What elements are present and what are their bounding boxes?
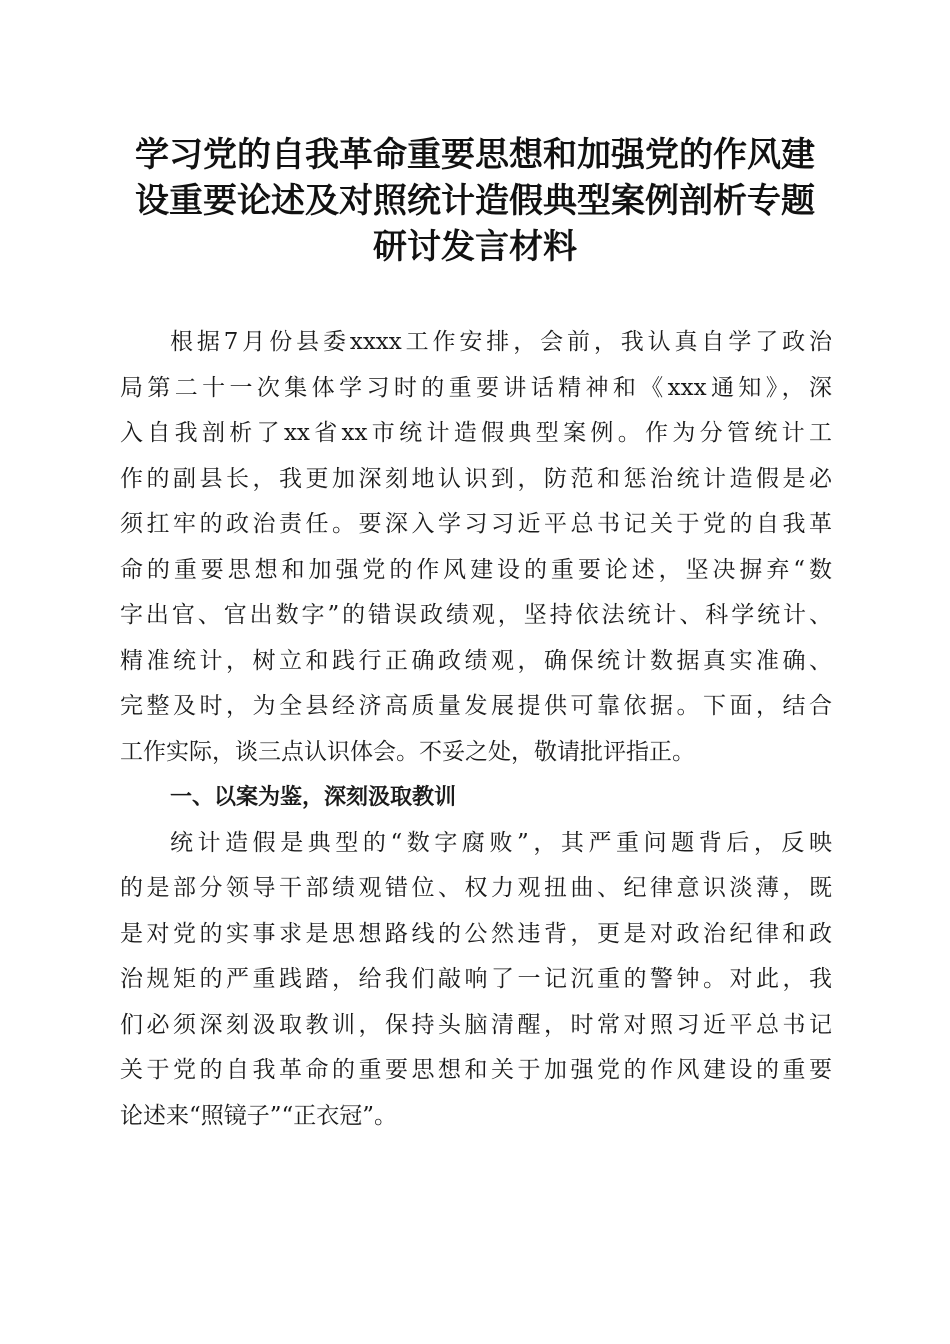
paragraph-line: 工作实际，谈三点认识体会。不妥之处，敬请批评指正。 <box>120 738 695 765</box>
document-title <box>108 132 842 270</box>
paragraph-line: 是对党的实事求是思想路线的公然违背，更是对政治纪律和政 <box>120 920 832 947</box>
paragraph-line: 们必须深刻汲取教训，保持头脑清醒，时常对照习近平总书记 <box>120 1011 832 1038</box>
paragraph-line: 字出官、官出数字”的错误政绩观，坚持依法统计、科学统计、 <box>120 602 832 628</box>
paragraph-line: 统计造假是典型的“数字腐败”，其严重问题背后，反映 <box>170 829 832 856</box>
title-line: 研讨发言材料 <box>373 227 577 267</box>
paragraph-line: 完整及时，为全县经济高质量发展提供可靠依据。下面，结合 <box>120 693 832 719</box>
paragraph-line: 关于党的自我革命的重要思想和关于加强党的作风建设的重要 <box>120 1057 832 1083</box>
section-heading: 一、以案为鉴，深刻汲取教训 <box>170 785 457 810</box>
paragraph-section1 <box>120 821 832 1140</box>
paragraph-line: 须扛牢的政治责任。要深入学习习近平总书记关于党的自我革 <box>120 511 832 537</box>
document-body <box>120 320 832 1139</box>
paragraph-line: 入自我剖析了xx省xx市统计造假典型案例。作为分管统计工 <box>120 420 832 446</box>
paragraph-line: 的是部分领导干部绩观错位、权力观扭曲、纪律意识淡薄，既 <box>120 875 832 901</box>
paragraph-line: 治规矩的严重践踏，给我们敲响了一记沉重的警钟。对此，我 <box>120 966 832 992</box>
paragraph-intro <box>120 320 832 775</box>
paragraph-line: 命的重要思想和加强党的作风建设的重要论述，坚决摒弃“数 <box>120 556 832 583</box>
paragraph-line: 局第二十一次集体学习时的重要讲话精神和《xxx通知》，深 <box>120 374 832 401</box>
paragraph-line: 论述来“照镜子”“正衣冠”。 <box>120 1102 398 1129</box>
paragraph-line: 精准统计，树立和践行正确政绩观，确保统计数据真实准确、 <box>120 647 832 674</box>
title-line: 学习党的自我革命重要思想和加强党的作风建 <box>135 135 815 175</box>
paragraph-line: 作的副县长，我更加深刻地认识到，防范和惩治统计造假是必 <box>120 465 832 492</box>
paragraph-line: 根据7月份县委xxxx工作安排，会前，我认真自学了政治 <box>170 329 832 355</box>
title-line: 设重要论述及对照统计造假典型案例剖析专题 <box>135 181 815 221</box>
